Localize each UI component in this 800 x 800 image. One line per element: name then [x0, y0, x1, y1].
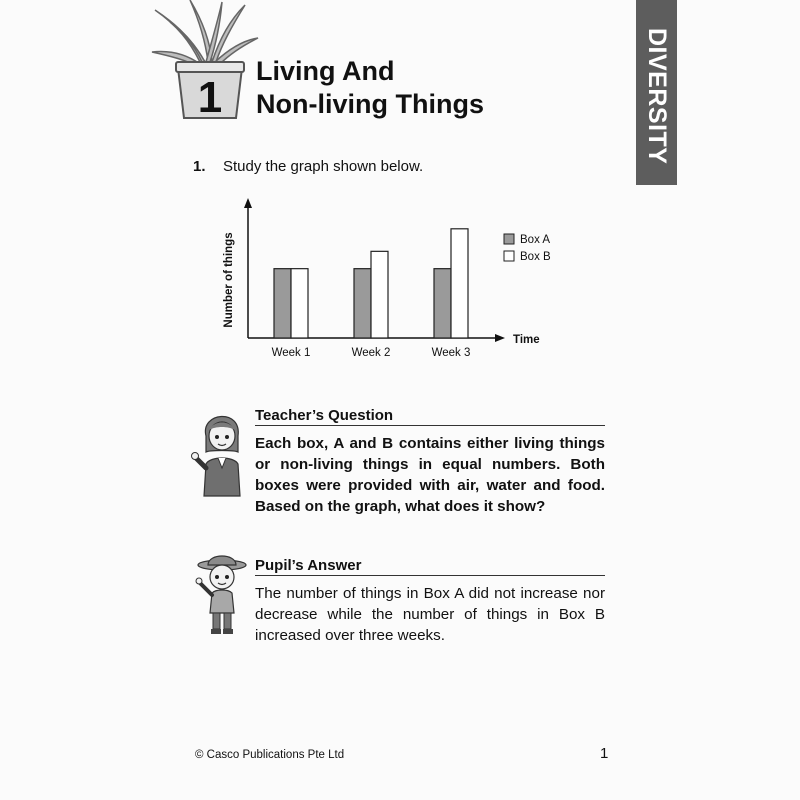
bar-box-b-week-2 — [371, 251, 388, 338]
pupil-answer-heading: Pupil’s Answer — [255, 557, 362, 574]
bar-box-a-week-2 — [354, 269, 371, 338]
plant-pot-icon — [150, 0, 260, 125]
bar-box-a-week-3 — [434, 269, 451, 338]
chapter-title-line1: Living And — [256, 56, 395, 86]
chapter-title-line2: Non-living Things — [256, 89, 484, 119]
y-axis-arrow — [244, 198, 252, 208]
teacher-illustration — [190, 402, 252, 498]
teacher-question-heading: Teacher’s Question — [255, 407, 394, 424]
question-text: Study the graph shown below. — [223, 158, 424, 175]
footer-copyright: © Casco Publications Pte Ltd — [195, 749, 345, 761]
bar-box-b-week-1 — [291, 269, 308, 338]
bar-box-b-week-3 — [451, 229, 468, 338]
chapter-title — [256, 55, 484, 121]
x-tick-label: Week 2 — [351, 347, 391, 359]
x-axis-arrow — [495, 334, 505, 342]
bar-chart — [210, 190, 560, 370]
x-axis-label: Time — [513, 334, 540, 346]
legend-label: Box A — [520, 234, 551, 246]
chapter-number: 1 — [197, 73, 223, 122]
legend-label: Box B — [520, 251, 551, 263]
pupil-illustration — [190, 553, 252, 637]
pupil-heading-divider — [255, 575, 605, 576]
teacher-question-text: Each box, A and B contains either living things or non-living things in equal numbers. Both boxes were provided with air, water and food. Based on the graph, what does it show? — [255, 435, 605, 515]
side-tab-label: DIVERSITY — [643, 28, 671, 165]
side-tab — [636, 0, 677, 185]
x-tick-label: Week 1 — [271, 347, 311, 359]
y-axis-label: Number of things — [223, 232, 235, 328]
teacher-heading-divider — [255, 425, 605, 426]
question-number: 1. — [193, 158, 206, 175]
pupil-answer-text: The number of things in Box A did not increase nor decrease while the number of things in Box B increased over three weeks. — [255, 585, 605, 644]
page-number: 1 — [600, 745, 609, 762]
bar-box-a-week-1 — [274, 269, 291, 338]
legend-swatch — [504, 234, 514, 244]
legend-swatch — [504, 251, 514, 261]
x-tick-label: Week 3 — [431, 347, 471, 359]
